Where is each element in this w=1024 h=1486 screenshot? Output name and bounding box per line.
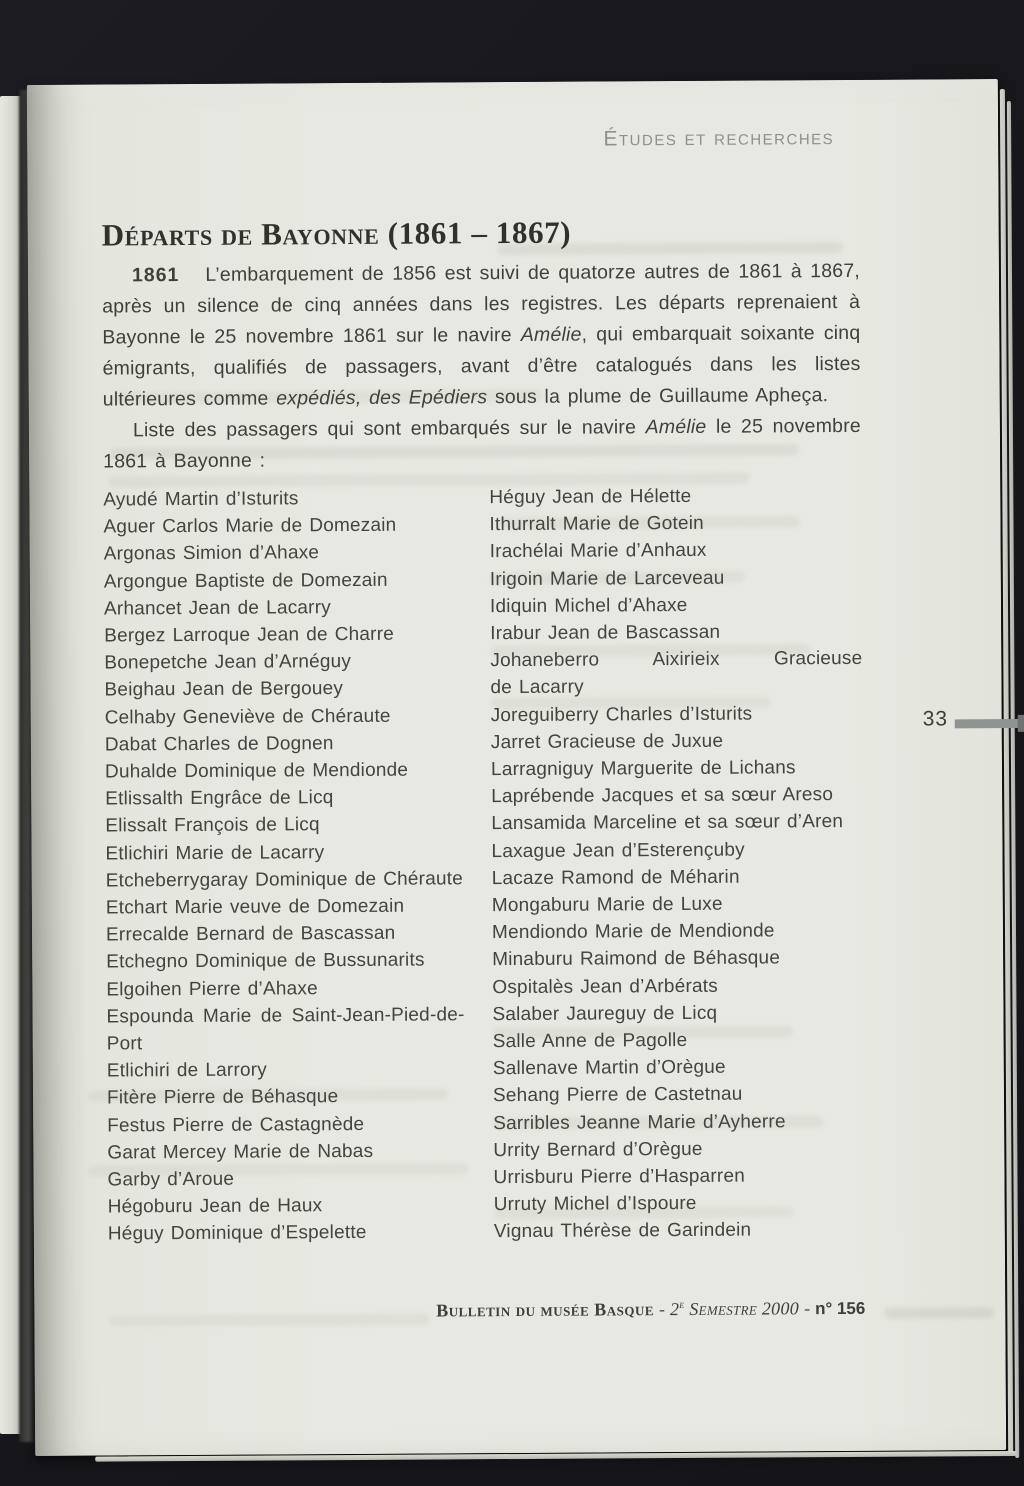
passenger-entry: Arhancet Jean de Lacarry (103, 596, 331, 620)
journal-title: Bulletin du musée Basque (436, 1299, 655, 1321)
passenger-entry: Mendiondo Marie de Mendionde (491, 920, 775, 944)
facing-page-edge (0, 96, 21, 1434)
passenger-entry: Héguy Jean de Hélette (489, 485, 692, 509)
passenger-entry: Sarribles Jeanne Marie d’Ayherre (493, 1111, 786, 1134)
passenger-entry: Ospitalès Jean d’Arbérats (492, 975, 718, 998)
ship-name: Amélie (520, 323, 582, 346)
year-label: 1861 (131, 264, 180, 287)
passenger-entry: Urruty Michel d’Ispoure (493, 1193, 697, 1216)
passenger-entry: Etlichiri Marie de Lacarry (105, 841, 325, 865)
passenger-entry: Garat Mercey Marie de Nabas (107, 1140, 374, 1164)
passenger-entry: Idiquin Michel d’Ahaxe (489, 594, 688, 617)
passenger-column-left (103, 484, 466, 1248)
passenger-entry: Fitère Pierre de Béhasque (106, 1086, 339, 1109)
passenger-entry: Etchart Marie veuve de Domezain (105, 895, 405, 919)
passenger-entry: Lansamida Marceline et sa sœur d’Aren (491, 811, 844, 835)
passenger-entry: Héguy Dominique d’Espelette (107, 1222, 367, 1245)
passenger-entry: Etlichiri de Larrory (106, 1059, 268, 1082)
passenger-entry: Urrisburu Pierre d’Hasparren (493, 1165, 746, 1189)
bleedthrough-artifact (884, 1307, 994, 1319)
semester-text: Semestre 2000 (684, 1298, 800, 1319)
passenger-entry: Salle Anne de Pagolle (492, 1030, 688, 1053)
passenger-entry: Celhaby Geneviève de Chéraute (104, 705, 391, 729)
semester-number: 2 (669, 1299, 680, 1320)
passenger-entry: Espounda Marie de Saint-Jean-Pied-de-Port (106, 1004, 465, 1055)
passenger-entry: Minaburu Raimond de Béhasque (492, 947, 781, 971)
passenger-entry: Beighau Jean de Bergouey (104, 678, 344, 701)
passenger-entry: Lacaze Ramond de Méharin (491, 866, 740, 889)
passenger-entry: Etcheberrygaray Dominique de Chéraute (105, 868, 464, 892)
passenger-entry: Dabat Charles de Dognen (104, 732, 334, 756)
passenger-entry: Sehang Pierre de Castetnau (492, 1084, 743, 1107)
passenger-entry: Aguer Carlos Marie de Domezain (103, 514, 397, 538)
page-number-marker-nub (1018, 715, 1024, 732)
intro-paragraphs (102, 256, 861, 478)
passenger-entry: Elissalt François de Licq (105, 814, 320, 837)
page-number-marker-bar (955, 719, 1024, 728)
issue-number: n° 156 (814, 1298, 866, 1319)
passenger-entry: Mongaburu Marie de Luxe (491, 893, 723, 917)
passenger-entry: Duhalde Dominique de Mendionde (104, 759, 409, 783)
bleedthrough-artifact (109, 1314, 429, 1327)
passenger-entry: Irigoin Marie de Larceveau (489, 567, 725, 590)
passenger-entry: Larragniguy Marguerite de Lichans (490, 757, 796, 781)
passenger-entry: Argonas Simion d’Ahaxe (103, 542, 320, 565)
passenger-entry: Irabur Jean de Bascassan (490, 621, 721, 645)
italic-term: expédiés, des Epédiers (276, 386, 488, 410)
passenger-entry: Laxague Jean d’Esterençuby (491, 839, 745, 862)
passenger-entry: Vignau Thérèse de Garindein (493, 1220, 752, 1243)
intro-paragraph-2 (103, 411, 861, 478)
passenger-entry: Salaber Jaureguy de Licq (492, 1002, 718, 1026)
paragraph-text: , qui embarquait soixante cinq émigrants, qualifiés de passagers, avant d’être catalogués dans les listes ultérieures comme (102, 321, 861, 411)
footer-imprint (436, 1298, 865, 1322)
page-stack-edge-bottom (95, 1451, 1016, 1462)
passenger-column-right (489, 482, 866, 1246)
intro-paragraph-1 (102, 256, 861, 416)
passenger-entry: Argongue Baptiste de Domezain (103, 569, 388, 593)
book-page (27, 79, 1006, 1456)
article-title: Départs de Bayonne (1861 – 1867) (101, 214, 572, 253)
paragraph-text: Liste des passagers qui sont embarqués sur le navire (132, 416, 646, 442)
page-number-tab (923, 707, 949, 731)
passenger-entry: Laprébende Jacques et sa sœur Areso (491, 784, 834, 808)
passenger-entry: Festus Pierre de Castagnède (107, 1113, 365, 1137)
passenger-entry: Johaneberro Aixirieix Gracieuse de Lacarry (490, 648, 863, 699)
section-header: Études et recherches (603, 126, 835, 151)
footer-separator: - (658, 1299, 666, 1320)
semester-exponent: e (679, 1298, 685, 1312)
passenger-entry: Ithurralt Marie de Gotein (489, 513, 704, 536)
ship-name: Amélie (645, 415, 707, 439)
passenger-entry: Joreguiberry Charles d’Isturits (490, 703, 753, 726)
passenger-entry: Errecalde Bernard de Bascassan (105, 922, 396, 946)
passenger-entry: Urrity Bernard d’Orègue (493, 1138, 703, 1162)
passenger-entry: Sallenave Martin d’Orègue (492, 1056, 726, 1080)
footer-semester (670, 1298, 799, 1319)
passenger-entry: Irachélai Marie d’Anhaux (489, 540, 707, 563)
paragraph-text: sous la plume de Guillaume Apheça. (487, 384, 829, 409)
passenger-entry: Etlissalth Engrâce de Licq (105, 787, 334, 810)
passenger-entry: Ayudé Martin d’Isturits (103, 488, 299, 511)
paragraph-text: le 25 novembre 1861 à Bayonne : (103, 414, 861, 473)
passenger-entry: Garby d’Aroue (107, 1168, 235, 1191)
passenger-entry: Elgoihen Pierre d’Ahaxe (106, 977, 318, 1001)
passenger-entry: Etchegno Dominique de Bussunarits (106, 950, 425, 973)
passenger-entry: Jarret Gracieuse de Juxue (490, 730, 724, 753)
page-number: 33 (922, 707, 949, 731)
footer-separator: - (803, 1298, 811, 1319)
passenger-entry: Hégoburu Jean de Haux (107, 1195, 323, 1218)
paragraph-text: L’embarquement de 1856 est suivi de quatorze autres de 1861 à 1867, après un silence de cinq années dans les registres. Les départs reprenaient à Bayonne le 25 novembre 1861 sur le navire (102, 259, 861, 349)
passenger-entry: Bergez Larroque Jean de Charre (104, 623, 395, 647)
passenger-entry: Bonepetche Jean d’Arnéguy (104, 651, 352, 674)
